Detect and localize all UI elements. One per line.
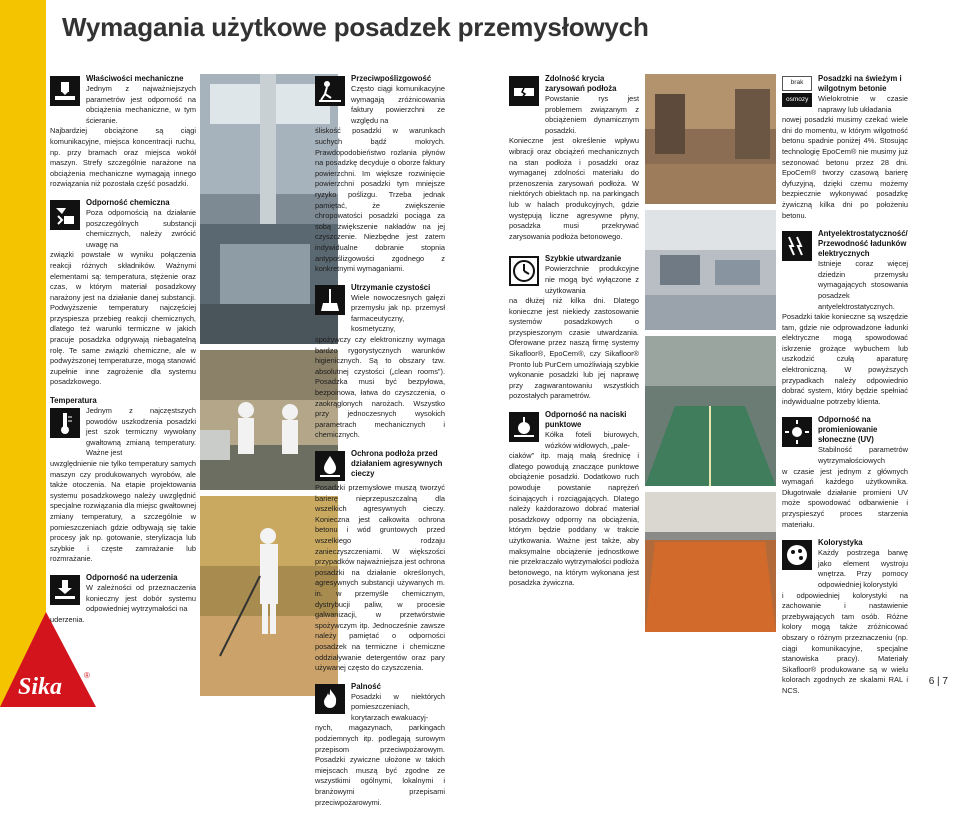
section-body: Posadzki przemysłowe muszą tworzyć barierę nieprzepuszczalną dla wszelkich agresywnych cieczy. Konieczna jest całkowita ochrona betonu i wód gruntowych przed wszelkiego rodzaju zanieczyszczeniami. W większości przypadków najważniejsza jest ochrona posadzki na działanie określonych, agresywnych substancji używanych m. in. w przemyśle chemicznym, dystrybucji paliw, w procesie galwanizacji, w przetwórstwie spożywczym itp. Jednocześnie zawsze należy pamiętać o odporności posadzek na termiczne i chemiczne oddziaływanie detergentów oraz pary używanej często do czyszczenia. xyxy=(315,483,445,673)
section-body: nych, magazynach, parkingach podziemnych itp. podlegają surowym przepisom przeciwpożarowym. Posadzki zywiczne ułożone w takich miejscach muszą być zgodne ze wszystkimi ogólnymi, lokalnymi i branżowymi przepisami przeciwpożarowymi. xyxy=(315,723,445,807)
section-mechanical xyxy=(50,74,196,190)
section-lead: Poza odpornością na działanie poszczególnych substancji chemicznych, należy zwrócić uwagę na xyxy=(86,207,196,249)
section-lead: Powstanie rys jest problemem związanym z obciążeniem dynamicznym posadzki. xyxy=(545,94,639,135)
section-body: śliskość posadzki w warunkach suchych bądź mokrych. Prawdopodobieństwo rozlania płynów na posadzkę decyduje o oborze faktury powierzchni. Im większe rozwinięcie powierzchni posadzki tym mniejsze ryzyko poślizgu. Trzeba jednak pamiętać, że zwiększenie chropowatości posadzki pociąga za sobą zwiększenie nakładów na jej czyszczenie. Niezbędne jest zatem indywidualne dobranie stopnia antypoślizgowości zgodnego z konkretnymi wymaganiami. xyxy=(315,126,445,274)
section-title: Temperatura xyxy=(50,396,97,406)
section-uv xyxy=(782,415,908,530)
section-body: Posadzki takie konieczne są wszędzie tam, gdzie nie odprowadzone ładunki elektryczne mogą spowodować iskrzenie grożące wybuchem lub uszkodzić czułą aparaturę elektroniczną. W powyższych przypadkach należy odpowiednio dobrać system, który będzie spełniać indywidualne potrzeby klienta. xyxy=(782,312,908,406)
section-temperature xyxy=(50,396,196,565)
section-body: uwzględnienie nie tylko temperatury samych maszyn czy produkowanych wyrobów, ale także otoczenia. Na etapie projektowania systemu posadzkowego należy uwzględnić specjalne rozwiązania dla miejsc gwałtownej zmiany temperatury, a szczególnie w pomieszczeniach gdzie odbywają się takie procesy jak np. gotowanie, sterylizacja lub szybkie i częste zamrażanie lub rozmrażanie. xyxy=(50,459,196,564)
section-slip xyxy=(315,74,445,275)
section-lead: Jednym z najczęstszych powodów uszkodzenia posadzki jest szok termiczny wywołany gwałtowną zmianą temperatury. Ważne jest xyxy=(86,406,196,458)
tag-brak: brak xyxy=(782,76,812,91)
section-lead: Powierzchnie produkcyjne nie mogą być wyłączone z użytkowania xyxy=(545,264,639,295)
section-body: związki powstałe w wyniku połączenia reakcji różnych składników. Ważnymi elementami są: temperatura, stężenie oraz czas, w którym materiał posadzkowy narażony jest na działanie danej substancji. Podwyższenie temperatury najczęściej przyspiesza przebieg reakcji chemicznych, dlatego też warunki termiczne w jakich pracuje posadzka odgrywają niebagatelną rolę. Te same związki chemiczne, ale w podwyższonej temperaturze, mogą stanowić zupełnie inne zagrożenie dla systemu posadzkowego. xyxy=(50,250,196,387)
antistatic-icon xyxy=(782,231,812,261)
chemical-icon xyxy=(50,200,80,230)
section-liquid-protection xyxy=(315,449,445,674)
section-cleaning xyxy=(315,283,445,441)
section-lead: Wielokrotnie w czasie naprawy lub układania xyxy=(818,94,908,114)
section-body: spożywczy czy elektroniczny wymaga bardzo rygorystycznych warunków higienicznych. Są to obszary tzw. absolutnej czystości („clean rooms”). Posadzka musi być bezpyłowa, bezpoinowa, łatwa do czyszczenia, o zaokrąglonych narożach. Wszystko przy jednoczesnych wysokich parametrach mechanicznych i chemicznych. xyxy=(315,335,445,440)
section-title: Odporność na uderzenia xyxy=(86,572,178,582)
fire-icon xyxy=(315,684,345,714)
section-crack-bridging xyxy=(509,74,639,242)
section-title: Utrzymanie czystości xyxy=(351,282,431,292)
section-body: na dłużej niż kilka dni. Dlatego konieczne jest niekiedy zastosowanie systemów posadzkowych o przyspieszonym czasie utwardzania. Oferowane przez naszą firmę systemy Sikafloor®, EpoCem®, czy Sikafloor® Pronto lub PurCem umożliwiają szybkie wykonanie posadzki lub jej naprawę przy zagwarantowaniu wszystkich pozostałych parametrów. xyxy=(509,296,639,401)
section-lead: Istnieje coraz więcej dziedzin przemysłu wymagających stosowania posadzek antyelektrostatycznych. xyxy=(818,259,908,311)
section-body: uderzenia. xyxy=(50,614,85,624)
logo-registered: ® xyxy=(84,671,90,680)
page-number: 6 | 7 xyxy=(928,676,948,687)
column-2-text xyxy=(315,74,445,816)
section-lead: Stabilność parametrów wytrzymałościowych xyxy=(818,445,908,466)
section-fast-curing xyxy=(509,254,639,402)
photo-green-floor xyxy=(645,336,776,486)
section-fresh-concrete xyxy=(782,74,908,221)
section-title: Palność xyxy=(351,681,381,691)
section-title: Szybkie utwardzanie xyxy=(545,254,622,264)
section-title: Zdolność krycia zarysowań podłoża xyxy=(545,74,617,93)
section-lead: Każdy postrzega barwę jako element wystroju wnętrza. Przy pomocy odpowiedniej kolorystyki xyxy=(818,548,908,589)
page-title: Wymagania użytkowe posadzek przemysłowych xyxy=(62,12,649,42)
section-body: ciaków” itp. mają małą średnicę i dlatego powodują znaczące punktowe obciążenie posadzki. Dodatkowo ruch powoduje powstanie naprężeń ścinających i rozciągających. Dlatego należy każdorazowo dobrać materiał posadzkowy odporny na obciążenia, którym będzie poddany w trakcie użytkowania. Ważne jest także, aby maksymalne obciążenie jednostkowe nie przekraczało wytrzymałości podłoża betonowego, na którym wykonana jest posadzka żywiczna. xyxy=(509,451,639,588)
impact-icon xyxy=(50,575,80,605)
cleaning-icon xyxy=(315,285,345,315)
section-title: Właściwości mechaniczne xyxy=(86,74,184,83)
section-title: Odporność na naciski punktowe xyxy=(545,410,627,430)
section-lead: Posadzki w niektórych pomieszczeniach, korytarzach ewakuacyj- xyxy=(351,691,445,722)
section-body: w czasie jest jednym z głównych wymagań każdego użytkownika. Długotrwałe działanie promieni UV może spowodować odbarwienie i przyspieszyć proces starzenia materiału. xyxy=(782,466,908,529)
section-lead: Wiele nowoczesnych gałęzi przemysłu jak np. przemysł farmaceutyczny, kosmetyczny, xyxy=(351,292,445,334)
color-palette-icon xyxy=(782,540,812,570)
liquid-protection-icon xyxy=(315,451,345,481)
section-body: Konieczne jest określenie wpływu wibracji oraz obciążeń mechanicznych na stan podłoża i posadzki oraz wymaganej zdolności materiału do przenoszenia zarysowań podłoża. W niektórych obiektach np. na parkingach lub w halach produkcyjnych, gdzie występują liczne agresywne płyny, posadzka musi przekrywać zarysowania podłoża betonowego. xyxy=(509,136,639,241)
photo-production-hall xyxy=(645,74,776,204)
crack-bridging-icon xyxy=(509,76,539,106)
section-body: i odpowiedniej kolorystyki na zachowanie i nastawienie przebywających tam osób. Różne kolory mogą także zróżnicować obszary o różnym przeznaczeniu (np. ciągi komunikacyjne, specjalne stanowiska pracy). Materiały Sikafloor® produkowane są w wielu kolorach zgodnych ze skalami RAL i NCS. xyxy=(782,590,908,695)
column-1 xyxy=(50,74,196,633)
point-load-icon xyxy=(509,412,539,442)
section-point-load xyxy=(509,410,639,589)
photo-office-lab xyxy=(645,210,776,330)
section-title: Posadzki na świeżym i wilgotnym betonie xyxy=(818,74,902,93)
section-antistatic xyxy=(782,229,908,407)
section-title: Przeciwpoślizgowość xyxy=(351,74,432,83)
section-lead: Jednym z najważniejszych parametrów jest odporność na obciążenia mechaniczne, w tym ścieranie. xyxy=(86,84,196,125)
section-impact xyxy=(50,573,196,625)
osmosis-tag xyxy=(782,76,812,109)
section-title: Kolorystyka xyxy=(818,538,863,548)
column-3 xyxy=(509,74,639,597)
section-fire xyxy=(315,682,445,809)
uv-icon xyxy=(782,417,812,447)
section-title: Ochrona podłoża przed działaniem agresywnych cieczy xyxy=(351,449,443,478)
thermometer-icon xyxy=(50,408,80,438)
section-title: Odporność na promieniowanie słoneczne (UV) xyxy=(818,415,878,445)
section-title: Antyelektrostatyczność/ Przewodność ładunków elektrycznych xyxy=(818,229,908,259)
fast-curing-icon xyxy=(509,256,539,286)
section-body: Najbardziej obciążone są ciągi komunikacyjne, miejsca koncentracji ruchu, np. przy bramach oraz miejsca wokół maszyn. Strefy szczególnie narażone na obciążenia mechaniczne wymagają innego rozwiązania niż pozostała część posadzki. xyxy=(50,126,196,189)
section-lead: Często ciągi komunikacyjne wymagają zróżnicowania faktury powierzchni ze względu na xyxy=(351,84,445,125)
photo-orange-floor xyxy=(645,492,776,632)
column-4 xyxy=(782,74,908,705)
mechanical-load-icon xyxy=(50,76,80,106)
section-chemical xyxy=(50,198,196,388)
section-body: nowej posadzki musimy czekać wiele dni do momentu, w którym wilgotność betonu spadnie poniżej 4%. Stosując technologię EpoCem® nie musimy już sezonować betonu przez 28 dni. EpoCem® tworzy czasową barierę dyfuzyjną, dzięki czemu możemy bezpiecznie wykonywać posadzkę żywiczną kilka dni po położeniu betonu. xyxy=(782,115,908,220)
section-lead: Kółka foteli biurowych, wózków widłowych, „pale- xyxy=(545,430,639,450)
logo-text: Sika xyxy=(17,674,63,700)
section-title: Odporność chemiczna xyxy=(86,197,170,207)
tag-osmozy: osmozy xyxy=(782,93,812,108)
slip-icon xyxy=(315,76,345,106)
section-color xyxy=(782,538,908,696)
section-lead: W zależności od przeznaczenia konieczny jest dobór systemu odpowiedniej wytrzymałości na xyxy=(86,582,196,614)
